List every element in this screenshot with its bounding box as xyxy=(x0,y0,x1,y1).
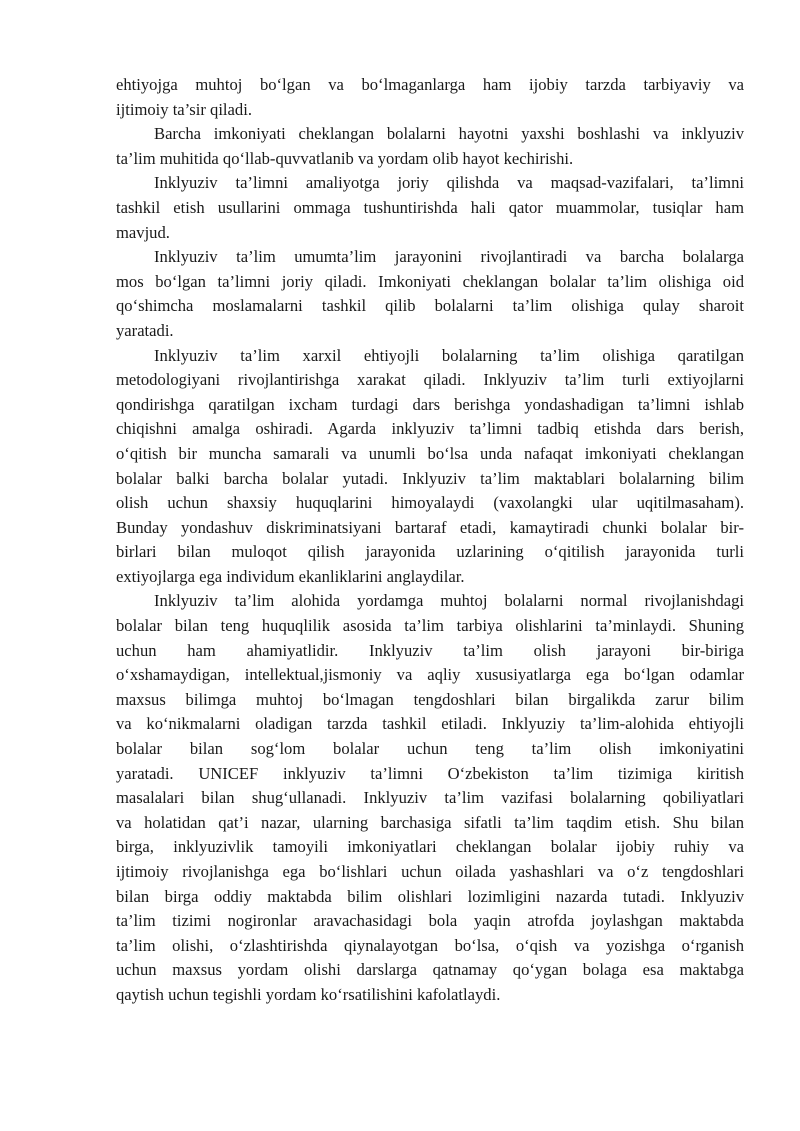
text-line: va holatidan qat’i nazar, ularning barchasiga sifatli ta’lim taqdim etish. Shu bilan xyxy=(116,812,744,832)
text-line: va ko‘nikmalarni oladigan tarzda tashkil etiladi. Inklyuziy ta’lim-alohida ehtiyojli xyxy=(116,714,744,734)
text-line: bolalar bilan teng huquqlilik asosida ta’lim tarbiya olishlarini ta’minlaydi. Shuning xyxy=(116,616,744,636)
text-line: ta’lim tizimi nogironlar aravachasidagi bola yaqin atrofda joylashgan maktabda xyxy=(116,911,744,931)
paragraph xyxy=(116,73,744,122)
text-line: o‘xshamaydigan, intellektual,jismoniy va aqliy xususiyatlarga ega bo‘lgan odamlar xyxy=(116,665,744,685)
text-line: Barcha imkoniyati cheklangan bolalarni hayotni yaxshi boshlashi va inklyuziv xyxy=(154,124,744,144)
text-line: qaytish uchun tegishli yordam ko‘rsatilishini kafolatlaydi. xyxy=(116,984,501,1004)
text-line: bolalar balki barcha bolalar yutadi. Inklyuziv ta’lim maktablari bolalarning bilim xyxy=(116,468,744,488)
text-line: mavjud. xyxy=(116,222,170,242)
text-line: yaratadi. UNICEF inklyuziv ta’limni O‘zbekiston ta’lim tizimiga kiritish xyxy=(116,763,744,783)
text-line: birga, inklyuzivlik tamoyili imkoniyatlari cheklangan bolalar ijobiy ruhiy va xyxy=(116,837,744,857)
text-line: Inklyuziv ta’lim umumta’lim jarayonini rivojlantiradi va barcha bolalarga xyxy=(154,247,744,267)
paragraph xyxy=(116,122,744,171)
text-line: bolalar bilan sog‘lom bolalar uchun teng ta’lim olish imkoniyatini xyxy=(116,739,744,759)
text-line: qo‘shimcha moslamalarni tashkil qilib bolalarni ta’lim olishiga qulay sharoit xyxy=(116,296,744,316)
text-line: chiqishni amalga oshiradi. Agarda inklyuziv ta’limni tadbiq etishda dars berish, xyxy=(116,419,744,439)
text-line: maxsus bilimga muhtoj bo‘lmagan tengdoshlari bilan birgalikda zarur bilim xyxy=(116,689,744,709)
text-line: masalalari bilan shug‘ullanadi. Inklyuziv ta’lim vazifasi bolalarning qobiliyatlari xyxy=(116,788,744,808)
text-line: ijtimoiy ta’sir qiladi. xyxy=(116,99,252,119)
text-line: uchun maxsus yordam olishi darslarga qatnamay qo‘ygan bolaga esa maktabga xyxy=(116,960,744,980)
text-line: Inklyuziv ta’lim alohida yordamga muhtoj bolalarni normal rivojlanishdagi xyxy=(154,591,744,611)
paragraph xyxy=(116,344,744,590)
paragraph xyxy=(116,589,744,1007)
text-line: mos bo‘lgan ta’limni joriy qiladi. Imkoniyati cheklangan bolalar ta’lim olishiga oid xyxy=(116,271,744,291)
text-line: qondirishga qaratilgan ixcham turdagi dars berishga yondashadigan ta’limni ishlab xyxy=(116,394,744,414)
text-line: olish uchun shaxsiy huquqlarini himoyalaydi (vaxolangki ular uqitilmasaham). xyxy=(116,493,744,513)
text-line: Inklyuziv ta’limni amaliyotga joriy qilishda va maqsad-vazifalari, ta’limni xyxy=(154,173,744,193)
text-line: Bunday yondashuv diskriminatsiyani bartaraf etadi, kamaytiradi chunki bolalar bir- xyxy=(116,517,744,537)
text-line: birlari bilan muloqot qilish jarayonida uzlarining o‘qitilish jarayonida turli xyxy=(116,542,744,562)
text-line: Inklyuziv ta’lim xarxil ehtiyojli bolalarning ta’lim olishiga qaratilgan xyxy=(154,345,744,365)
text-line: metodologiyani rivojlantirishga xarakat qiladi. Inklyuziv ta’lim turli extiyojlarni xyxy=(116,370,744,390)
text-line: uchun ham ahamiyatlidir. Inklyuziv ta’lim olish jarayoni bir-biriga xyxy=(116,640,744,660)
text-line: yaratadi. xyxy=(116,320,174,340)
text-line: bilan birga oddiy maktabda bilim olishlari lozimligini nazarda tutadi. Inklyuziv xyxy=(116,886,744,906)
text-line: ta’lim muhitida qo‘llab-quvvatlanib va yordam olib hayot kechirishi. xyxy=(116,148,574,168)
text-line: ijtimoiy rivojlanishga ega bo‘lishlari uchun oilada yashashlari va o‘z tengdoshlari xyxy=(116,862,744,881)
document-body xyxy=(116,73,744,1008)
paragraph xyxy=(116,171,744,245)
text-line: ta’lim olishi, o‘zlashtirishda qiynalayotgan bo‘lsa, o‘qish va yozishga o‘rganish xyxy=(116,935,744,955)
text-line: ehtiyojga muhtoj bo‘lgan va bo‘lmaganlarga ham ijobiy tarzda tarbiyaviy va xyxy=(116,75,744,94)
text-line: extiyojlarga ega individum ekanliklarini anglaydilar. xyxy=(116,566,465,586)
text-line: tashkil etish usullarini ommaga tushuntirishda hali qator muammolar, tusiqlar ham xyxy=(116,197,744,217)
paragraph xyxy=(116,245,744,343)
text-line: o‘qitish bir muncha samarali va unumli bo‘lsa unda nafaqat imkoniyati cheklangan xyxy=(116,443,744,463)
